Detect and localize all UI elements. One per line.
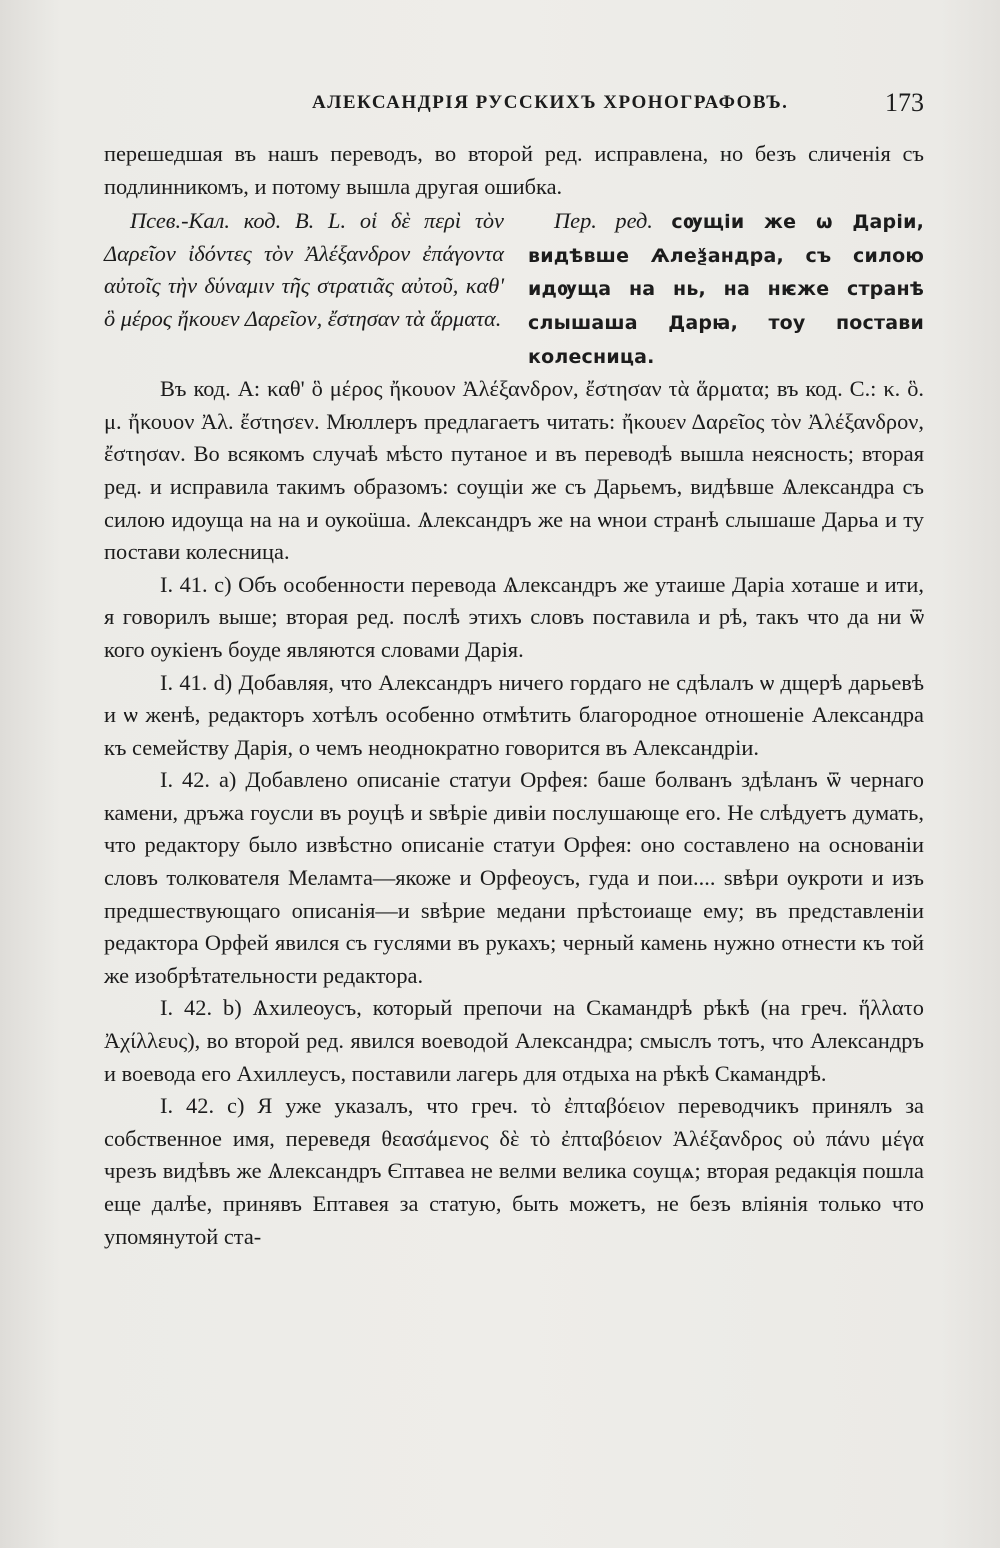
- slavonic-quotation: [528, 205, 924, 373]
- greek-quotation: [104, 205, 504, 373]
- slavonic-quotation-label: Пер. ред.: [554, 208, 653, 234]
- running-title: АЛЕКСАНДРІЯ РУССКИХЪ ХРОНОГРАФОВЪ.: [312, 92, 789, 113]
- paragraph-codex-a: Въ код. A: καθ' ὃ μέρος ἤκουον Ἀλέξανδρον, ἔστησαν τὰ ἅρματα; въ код. C.: κ. ὃ. μ. ἤκουον Ἀλ. ἔστησεν. Мюллеръ предлагаетъ читать: ἤκουεν Δαρεῖος τὸν Ἀλέξανδρον, ἔστησαν. Во всякомъ случаѣ мѣсто путаное и въ переводѣ вышла неясность; вторая ред. и исправила такимъ образомъ: соущіи же съ Дарьемъ, видѣвше Ѧлександра съ силою идоуща на на и оукоüша. Ѧлександръ же на ѡнои странѣ слышаше Дарьа и ту постави колесница.: [104, 376, 924, 565]
- paragraph-42b: I. 42. b) Ѧхилеоусъ, который препочи на Скамандрѣ рѣкѣ (на греч. ἥλλατο Ἀχίλλευς), во второй ред. явился воеводой Александра; смыслъ тотъ, что Александръ и воевода его Ахиллеусъ, поставили лагерь для отдыха на рѣкѣ Скамандрѣ.: [104, 995, 924, 1086]
- intro-paragraph: перешедшая въ нашъ переводъ, во второй ред. исправлена, но безъ сличенія съ подлинникомъ, и потому вышла другая ошибка.: [104, 141, 924, 199]
- page-number: 173: [885, 88, 924, 117]
- paragraph-42c: I. 42. c) Я уже указалъ, что греч. τὸ ἐπταβόειον переводчикъ принялъ за собственное имя, переведя θεασάμενος δὲ τὸ ἐπταβόειον Ἀλέξανδρος οὐ πάνυ μέγα чрезъ видѣвъ же Ѧлександръ Єптавеа не велми велика соущѧ; вторая редакція пошла еще далѣе, принявъ Ептавея за статую, быть можетъ, не безъ вліянія только что упомянутой ста-: [104, 1093, 924, 1249]
- paragraph-41d: I. 41. d) Добавляя, что Александръ ничего гордаго не сдѣлалъ ѡ дщерѣ дарьевѣ и ѡ женѣ, редакторъ хотѣлъ особенно отмѣтить благородное отношеніе Александра къ семейству Дарія, о чемъ неоднократно говорится въ Александріи.: [104, 669, 924, 760]
- page-body: [104, 138, 924, 1253]
- paragraph-42a: I. 42. a) Добавлено описаніе статуи Орфея: баше болванъ здѣланъ ѿ чернаго камени, дръжа гоусли въ роуцѣ и ѕвѣріе дивіи послушающе его. Не слѣдуетъ думать, что редактору было извѣстно описаніе статуи Орфея: оно составлено на основаніи словъ толкователя Меламта—якоже и Орфеоусъ, гуда и пои.... ѕвѣри оукроти и изъ предшествующаго описанія—и ѕвѣрие медани прѣстоиаще ему; въ представленіи редактора Орфей явился съ гуслями въ рукахъ; черный камень нужно отнести къ той же изобрѣтательности редактора.: [104, 767, 924, 988]
- paragraph-41c: I. 41. c) Объ особенности перевода Ѧлександръ же утаише Даріа хоташе и ити, я говорилъ выше; вторая ред. послѣ этихъ словъ поставила и рѣ, такъ что да ни ѿ кого оукіенъ боуде являются словами Дарія.: [104, 571, 924, 662]
- greek-quotation-text: οἱ δὲ περὶ τὸν Δαρεῖον ἰδόντες τὸν Ἀλέξανδρον ἐπάγοντα αὐτοῖς τὴν δύναμιν τῆς στρατιᾶς αὐτοῦ, καθ' ὃ μέρος ἤκουεν Δαρεῖον, ἔστησαν τὰ ἅρματα.: [104, 208, 504, 331]
- slavonic-quotation-text: сѹщіи же ѡ Даріи, видѣвше Ѧлеѯандра, съ силою идѹща на нь, на нѥже странѣ слышаша Дарꙗ, тоу постави колесница.: [528, 211, 924, 368]
- page-header: [312, 88, 924, 120]
- parallel-quotations: [104, 205, 924, 373]
- greek-quotation-label: Псев.-Кал. код. B. L.: [130, 208, 347, 234]
